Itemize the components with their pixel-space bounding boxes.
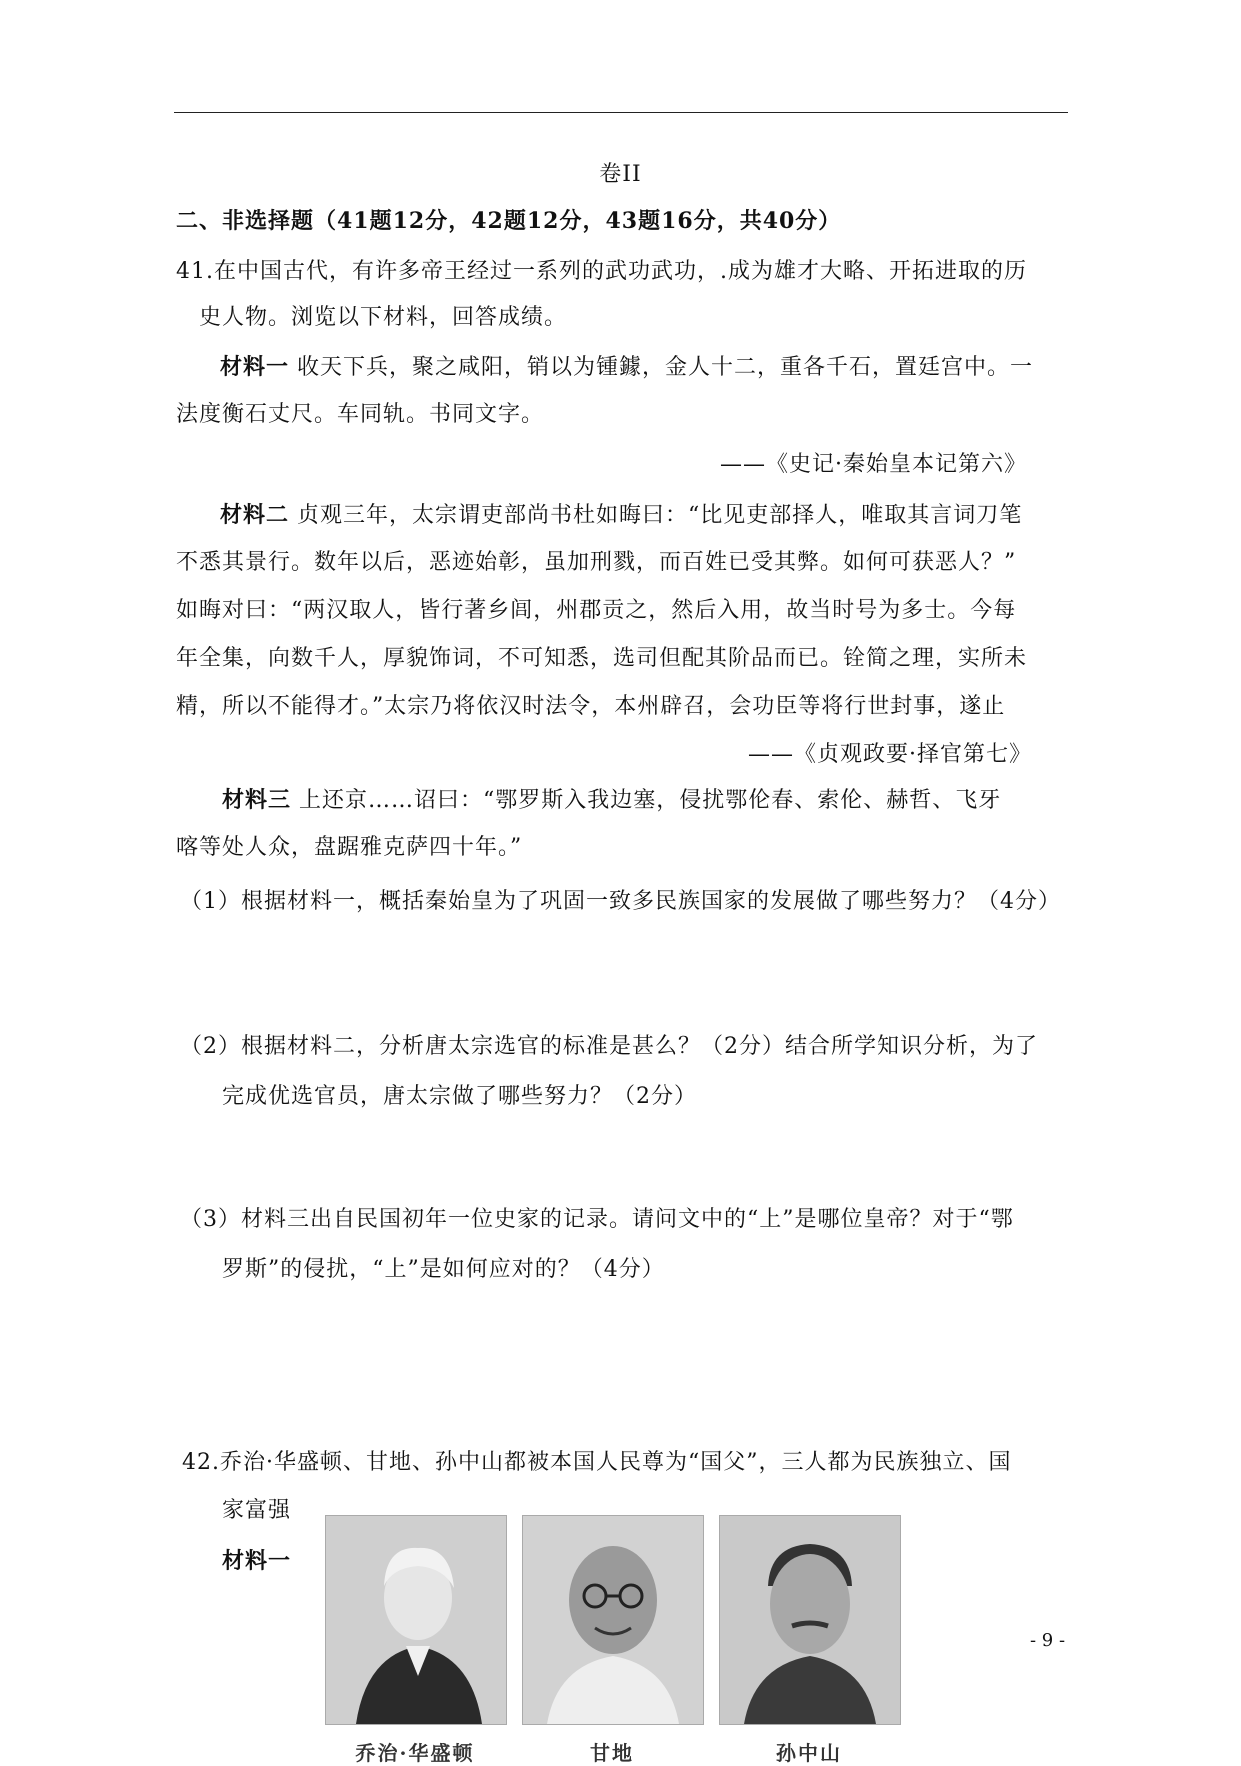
caption-sun-yat-sen: 孙中山 (776, 1741, 842, 1765)
material-label: 材料三 (222, 787, 292, 813)
section-title: 卷II (599, 162, 642, 187)
portrait-sun-yat-sen (719, 1515, 901, 1725)
q41-sub-question-1: （1）根据材料一，概括秦始皇为了巩固一致多民族国家的发展做了哪些努力？（4分） (180, 889, 1061, 914)
material-text: 收天下兵，聚之咸阳，销以为锺鐻，金人十二，重各千石，置廷宫中。一 (297, 355, 1034, 380)
q41-sub-question-2: （2）根据材料二，分析唐太宗选官的标准是甚么？（2分）结合所学知识分析，为了 (180, 1034, 1038, 1059)
q41-material-2-line: 不悉其景行。数年以后，恶迹始彰，虽加刑戮，而百姓已受其弊。如何可获恶人？” (176, 550, 1017, 575)
q41-material-2-line: 年全集，向数千人，厚貌饰词，不可知悉，选司但配其阶品而已。铨简之理，实所未 (176, 646, 1028, 671)
material-text: 贞观三年，太宗谓吏部尚书杜如晦曰：“比见吏部择人，唯取其言词刀笔 (297, 503, 1023, 528)
q41-stem: 41.在中国古代，有许多帝王经过一系列的武功武功，.成为雄才大略、开拓进取的历 (176, 259, 1027, 284)
material-label: 材料二 (220, 502, 290, 528)
header-rule (174, 112, 1068, 113)
q41-material-2-line: 精，所以不能得才。”太宗乃将依汉时法令，本州辟召，会功臣等将行世封事，遂止 (176, 694, 1006, 719)
portrait-washington (325, 1515, 507, 1725)
material-label: 材料一 (220, 354, 290, 380)
q41-stem-cont: 史人物。浏览以下材料，回答成绩。 (199, 305, 568, 330)
q42-material-1-label: 材料一 (222, 1548, 292, 1574)
part-title: 二、非选择题（41题12分，42题12分，43题16分，共40分） (176, 208, 842, 234)
q42-stem: 42.乔治·华盛顿、甘地、孙中山都被本国人民尊为“国父”，三人都为民族独立、国 (182, 1450, 1012, 1475)
caption-gandhi: 甘地 (590, 1741, 634, 1765)
caption-washington: 乔治·华盛顿 (355, 1741, 475, 1765)
q41-sub-question-2-cont: 完成优选官员，唐太宗做了哪些努力？（2分） (222, 1084, 697, 1109)
portrait-gandhi (522, 1515, 704, 1725)
q42-stem-cont: 家富强 (222, 1498, 292, 1523)
q41-material-1-cont: 法度衡石丈尺。车同轨。书同文字。 (176, 402, 545, 427)
q41-material-3-cont: 喀等处人众，盘踞雅克萨四十年。” (176, 835, 523, 860)
q41-material-1-source: ——《史记·秦始皇本记第六》 (720, 452, 1027, 477)
q41-material-2 (220, 500, 1022, 531)
q41-material-1 (220, 352, 1033, 383)
q41-sub-question-3: （3）材料三出自民国初年一位史家的记录。请问文中的“上”是哪位皇帝？对于“鄂 (180, 1207, 1014, 1232)
q41-sub-question-3-cont: 罗斯”的侵扰，“上”是如何应对的？（4分） (222, 1257, 665, 1282)
q41-material-2-line: 如晦对曰：“两汉取人，皆行著乡闾，州郡贡之，然后入用，故当时号为多士。今每 (176, 598, 1017, 623)
material-text: 上还京……诏曰：“鄂罗斯入我边塞，侵扰鄂伦春、索伦、赫哲、飞牙 (299, 788, 1002, 813)
q41-material-2-source: ——《贞观政要·择官第七》 (748, 742, 1032, 767)
page-number: - 9 - (1030, 1630, 1066, 1651)
q41-material-3 (222, 785, 1001, 816)
